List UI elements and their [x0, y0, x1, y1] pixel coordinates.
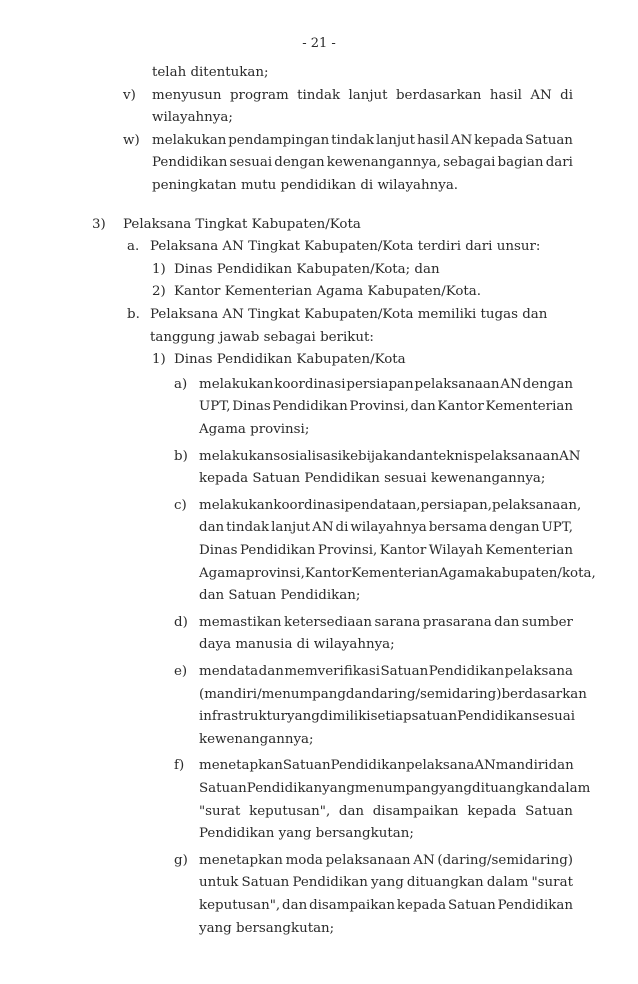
paragraph-line: Pendidikan yang bersangkutan;: [199, 826, 414, 842]
paragraph-line: infrastruktur yang dimiliki setiap satuan Pendidikan sesuai: [199, 709, 576, 725]
section-title: Pelaksana Tingkat Kabupaten/Kota: [123, 216, 361, 232]
paragraph-line: yang bersangkutan;: [199, 920, 335, 936]
paragraph-line: melakukan koordinasi pendataan, persiapan, pelaksanaan,: [199, 497, 582, 513]
paragraph-line: "surat keputusan", dan disampaikan kepada Satuan: [199, 803, 573, 819]
paragraph-line: daya manusia di wilayahnya;: [199, 637, 395, 653]
paragraph-line: melakukan sosialisasi kebijakan dan teknis pelaksanaan AN: [199, 448, 581, 464]
list-marker: a): [174, 376, 188, 392]
list-marker: f): [174, 758, 185, 774]
paragraph-line: memastikan ketersediaan sarana prasarana dan sumber: [199, 614, 573, 630]
paragraph-line: Agama provinsi, Kantor Kementerian Agama kabupaten/kota,: [199, 565, 596, 581]
list-marker: g): [174, 852, 188, 868]
list-marker: c): [174, 497, 187, 513]
paragraph-line: wilayahnya;: [152, 110, 233, 126]
page-number: - 21 -: [302, 36, 336, 51]
list-marker: 1): [152, 352, 166, 368]
paragraph-line: mendata dan memverifikasi Satuan Pendidikan pelaksana: [199, 664, 573, 679]
list-marker: 1): [152, 261, 166, 277]
list-marker: b): [174, 448, 188, 464]
subsection-title: Dinas Pendidikan Kabupaten/Kota: [174, 352, 406, 368]
paragraph-line: keputusan", dan disampaikan kepada Satuan Pendidikan: [199, 898, 573, 913]
list-item: Kantor Kementerian Agama Kabupaten/Kota.: [174, 284, 482, 300]
paragraph-line: Pendidikan sesuai dengan kewenangannya, sebagai bagian dari: [152, 155, 573, 171]
paragraph-line: Agama provinsi;: [199, 422, 310, 437]
paragraph-line: untuk Satuan Pendidikan yang dituangkan dalam "surat: [199, 875, 573, 891]
list-marker: d): [174, 614, 188, 630]
list-marker: 3): [92, 216, 106, 232]
list-marker: a.: [127, 239, 140, 255]
paragraph-line: kewenangannya;: [199, 731, 314, 747]
paragraph-line: melakukan koordinasi persiapan pelaksanaan AN dengan: [199, 376, 573, 392]
paragraph-line: UPT, Dinas Pendidikan Provinsi, dan Kantor Kementerian: [199, 399, 573, 415]
paragraph-line: kepada Satuan Pendidikan sesuai kewenangannya;: [199, 471, 546, 487]
list-marker: b.: [127, 307, 140, 322]
paragraph-line: dan Satuan Pendidikan;: [199, 588, 361, 604]
paragraph-line: dan tindak lanjut AN di wilayahnya bersama dengan UPT,: [199, 520, 573, 536]
paragraph-line: melakukan pendampingan tindak lanjut hasil AN kepada Satuan: [152, 132, 573, 148]
paragraph-line: menetapkan Satuan Pendidikan pelaksana AN mandiri dan: [199, 758, 574, 774]
list-marker: w): [123, 132, 140, 148]
paragraph-line: Pelaksana AN Tingkat Kabupaten/Kota memiliki tugas dan: [150, 307, 548, 322]
paragraph-line: telah ditentukan;: [152, 65, 269, 80]
list-marker: e): [174, 664, 188, 679]
paragraph-line: Satuan Pendidikan yang menumpang yang dituangkan dalam: [199, 781, 591, 796]
paragraph-line: (mandiri/menumpang dan daring/semidaring) berdasarkan: [199, 686, 587, 702]
paragraph-line: Pelaksana AN Tingkat Kabupaten/Kota terdiri dari unsur:: [150, 239, 541, 255]
paragraph-line: menetapkan moda pelaksanaan AN (daring/semidaring): [199, 852, 573, 868]
paragraph-line: tanggung jawab sebagai berikut:: [150, 329, 374, 345]
paragraph-line: Dinas Pendidikan Provinsi, Kantor Wilayah Kementerian: [199, 543, 573, 558]
paragraph-line: menyusun program tindak lanjut berdasarkan hasil AN di: [152, 87, 573, 103]
list-item: Dinas Pendidikan Kabupaten/Kota; dan: [174, 261, 440, 277]
list-marker: v): [123, 87, 136, 103]
list-marker: 2): [152, 284, 166, 300]
paragraph-line: peningkatan mutu pendidikan di wilayahnya.: [152, 178, 459, 193]
